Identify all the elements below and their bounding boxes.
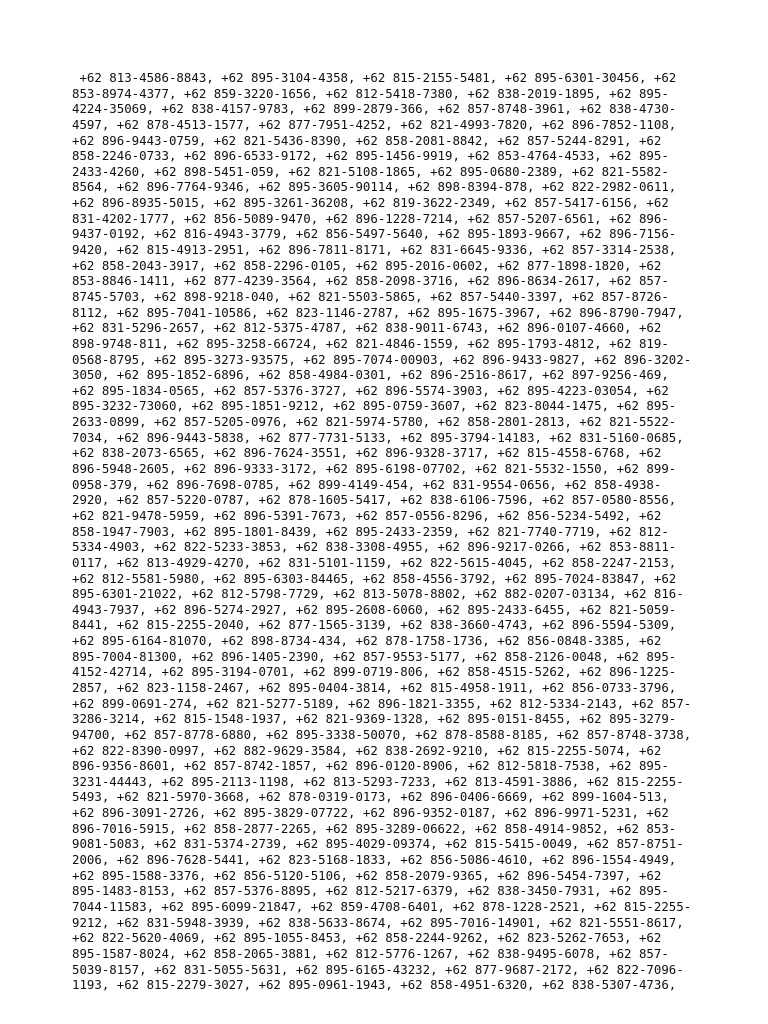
text-line: 896-9356-8601, +62 857-8742-1857, +62 896-0120-8906, +62 812-5818-7538, +62 895-	[72, 758, 669, 774]
text-line: 2006, +62 896-7628-5441, +62 823-5168-1833, +62 856-5086-4610, +62 896-1554-4949,	[72, 852, 677, 868]
text-line: 895-1587-8024, +62 858-2065-3881, +62 812-5776-1267, +62 838-9495-6078, +62 857-	[72, 945, 669, 961]
text-line: 5039-8157, +62 831-5055-5631, +62 895-6165-43232, +62 877-9687-2172, +62 822-7096-	[72, 961, 684, 977]
text-line: 895-3232-73060, +62 895-1851-9212, +62 895-0759-3607, +62 823-8044-1475, +62 895-	[72, 398, 677, 414]
text-line: +62 812-5581-5980, +62 895-6303-84465, +62 858-4556-3792, +62 895-7024-83847, +62	[72, 570, 677, 586]
text-line: 4224-35069, +62 838-4157-9783, +62 899-2879-366, +62 857-8748-3961, +62 838-4730-	[72, 101, 677, 117]
text-line: 858-1947-7903, +62 895-1801-8439, +62 895-2433-2359, +62 821-7740-7719, +62 812-	[72, 523, 669, 539]
text-line: +62 858-2043-3917, +62 858-2296-0105, +62 895-2016-0602, +62 877-1898-1820, +62	[72, 257, 662, 273]
text-line: 5334-4903, +62 822-5233-3853, +62 838-3308-4955, +62 896-9217-0266, +62 853-8811-	[72, 539, 677, 555]
text-line: 8441, +62 815-2255-2040, +62 877-1565-3139, +62 838-3660-4743, +62 896-5594-5309,	[72, 617, 677, 633]
text-line: 8112, +62 895-7041-10586, +62 823-1146-2787, +62 895-1675-3967, +62 896-8790-7947,	[72, 304, 684, 320]
text-line: +62 822-8390-0997, +62 882-9629-3584, +62 838-2692-9210, +62 815-2255-5074, +62	[72, 742, 662, 758]
text-line: 895-1483-8153, +62 857-5376-8895, +62 812-5217-6379, +62 838-3450-7931, +62 895-	[72, 883, 669, 899]
text-line: +62 896-9443-0759, +62 821-5436-8390, +62 858-2081-8842, +62 857-5244-8291, +62	[72, 132, 662, 148]
text-line: 9081-5083, +62 831-5374-2739, +62 895-4029-09374, +62 815-5415-0049, +62 857-8751-	[72, 836, 684, 852]
text-line: 3231-44443, +62 895-2113-1198, +62 813-5293-7233, +62 813-4591-3886, +62 815-2255-	[72, 773, 684, 789]
text-line: 8745-5703, +62 898-9218-040, +62 821-5503-5865, +62 857-5440-3397, +62 857-8726-	[72, 288, 669, 304]
text-line: 9437-0192, +62 816-4943-3779, +62 856-5497-5640, +62 895-1893-9667, +62 896-7156-	[72, 226, 677, 242]
text-line: +62 813-4586-8843, +62 895-3104-4358, +62 815-2155-5481, +62 895-6301-30456, +62	[72, 70, 677, 85]
text-line: 3286-3214, +62 815-1548-1937, +62 821-9369-1328, +62 895-0151-8455, +62 895-3279-	[72, 711, 677, 727]
text-line: 0117, +62 813-4929-4270, +62 831-5101-1159, +62 822-5615-4045, +62 858-2247-2153,	[72, 554, 677, 570]
text-line: 4943-7937, +62 896-5274-2927, +62 895-2608-6060, +62 895-2433-6455, +62 821-5059-	[72, 601, 677, 617]
text-line: 7044-11583, +62 895-6099-21847, +62 859-4708-6401, +62 878-1228-2521, +62 815-2255-	[72, 898, 692, 914]
text-line: 0958-379, +62 896-7698-0785, +62 899-4149-454, +62 831-9554-0656, +62 858-4938-	[72, 476, 662, 492]
text-line: 94700, +62 857-8778-6880, +62 895-3338-50070, +62 878-8588-8185, +62 857-8748-3738,	[72, 726, 692, 742]
text-line: 896-5948-2605, +62 896-9333-3172, +62 895-6198-07702, +62 821-5532-1550, +62 899-	[72, 461, 677, 477]
text-line: +62 895-1834-0565, +62 857-5376-3727, +62 896-5574-3903, +62 895-4223-03054, +62	[72, 382, 669, 398]
text-line: 895-7004-81300, +62 896-1405-2390, +62 857-9553-5177, +62 858-2126-0048, +62 895-	[72, 648, 677, 664]
text-line: +62 822-5620-4069, +62 895-1055-8453, +62 858-2244-9262, +62 823-5262-7653, +62	[72, 930, 662, 946]
text-line: 3050, +62 895-1852-6896, +62 858-4984-0301, +62 896-2516-8617, +62 897-9256-469,	[72, 367, 669, 383]
text-line: 831-4202-1777, +62 856-5089-9470, +62 896-1228-7214, +62 857-5207-6561, +62 896-	[72, 210, 669, 226]
text-line: 2920, +62 857-5220-0787, +62 878-1605-5417, +62 838-6106-7596, +62 857-0580-8556,	[72, 492, 677, 508]
text-line: 4597, +62 878-4513-1577, +62 877-7951-4252, +62 821-4993-7820, +62 896-7852-1108,	[72, 116, 677, 132]
text-line: 853-8846-1411, +62 877-4239-3564, +62 858-2098-3716, +62 896-8634-2617, +62 857-	[72, 273, 669, 289]
text-line: +62 831-5296-2657, +62 812-5375-4787, +62 838-9011-6743, +62 896-0107-4660, +62	[72, 320, 662, 336]
text-line: 898-9748-811, +62 895-3258-66724, +62 821-4846-1559, +62 895-1793-4812, +62 819-	[72, 335, 669, 351]
text-line: +62 821-9478-5959, +62 896-5391-7673, +62 857-0556-8296, +62 856-5234-5492, +62	[72, 507, 662, 523]
text-line: 853-8974-4377, +62 859-3220-1656, +62 812-5418-7380, +62 838-2019-1895, +62 895-	[72, 85, 669, 101]
text-line: 2433-4260, +62 898-5451-059, +62 821-5108-1865, +62 895-0680-2389, +62 821-5582-	[72, 163, 669, 179]
text-line: 7034, +62 896-9443-5838, +62 877-7731-5133, +62 895-3794-14183, +62 831-5160-0685,	[72, 429, 684, 445]
text-line: 896-7016-5915, +62 858-2877-2265, +62 895-3289-06622, +62 858-4914-9852, +62 853-	[72, 820, 677, 836]
text-line: 2857, +62 823-1158-2467, +62 895-0404-3814, +62 815-4958-1911, +62 856-0733-3796,	[72, 679, 677, 695]
text-line: +62 896-8935-5015, +62 895-3261-36208, +62 819-3622-2349, +62 857-5417-6156, +62	[72, 195, 669, 211]
text-line: 9212, +62 831-5948-3939, +62 838-5633-8674, +62 895-7016-14901, +62 821-5551-8617,	[72, 914, 684, 930]
document-body	[72, 70, 712, 993]
text-line: +62 896-3091-2726, +62 895-3829-07722, +62 896-9352-0187, +62 896-9971-5231, +62	[72, 805, 669, 821]
text-line: 1193, +62 815-2279-3027, +62 895-0961-1943, +62 858-4951-6320, +62 838-5307-4736,	[72, 977, 677, 993]
text-line: +62 899-0691-274, +62 821-5277-5189, +62 896-1821-3355, +62 812-5334-2143, +62 857-	[72, 695, 692, 711]
text-line: 895-6301-21022, +62 812-5798-7729, +62 813-5078-8802, +62 882-0207-03134, +62 816-	[72, 586, 684, 602]
text-line: +62 895-6164-81070, +62 898-8734-434, +62 878-1758-1736, +62 856-0848-3385, +62	[72, 633, 662, 649]
text-line: 9420, +62 815-4913-2951, +62 896-7811-8171, +62 831-6645-9336, +62 857-3314-2538,	[72, 242, 677, 258]
text-line: 2633-0899, +62 857-5205-0976, +62 821-5974-5780, +62 858-2801-2813, +62 821-5522-	[72, 414, 677, 430]
text-line: 5493, +62 821-5970-3668, +62 878-0319-0173, +62 896-0406-6669, +62 899-1604-513,	[72, 789, 669, 805]
text-line: 8564, +62 896-7764-9346, +62 895-3605-90114, +62 898-8394-878, +62 822-2982-0611,	[72, 179, 677, 195]
text-line: 4152-42714, +62 895-3194-0701, +62 899-0719-806, +62 858-4515-5262, +62 896-1225-	[72, 664, 677, 680]
text-line: +62 895-1588-3376, +62 856-5120-5106, +62 858-2079-9365, +62 896-5454-7397, +62	[72, 867, 662, 883]
text-line: +62 838-2073-6565, +62 896-7624-3551, +62 896-9328-3717, +62 815-4558-6768, +62	[72, 445, 662, 461]
text-line: 0568-8795, +62 895-3273-93575, +62 895-7074-00903, +62 896-9433-9827, +62 896-3202-	[72, 351, 692, 367]
text-line: 858-2246-0733, +62 896-6533-9172, +62 895-1456-9919, +62 853-4764-4533, +62 895-	[72, 148, 669, 164]
